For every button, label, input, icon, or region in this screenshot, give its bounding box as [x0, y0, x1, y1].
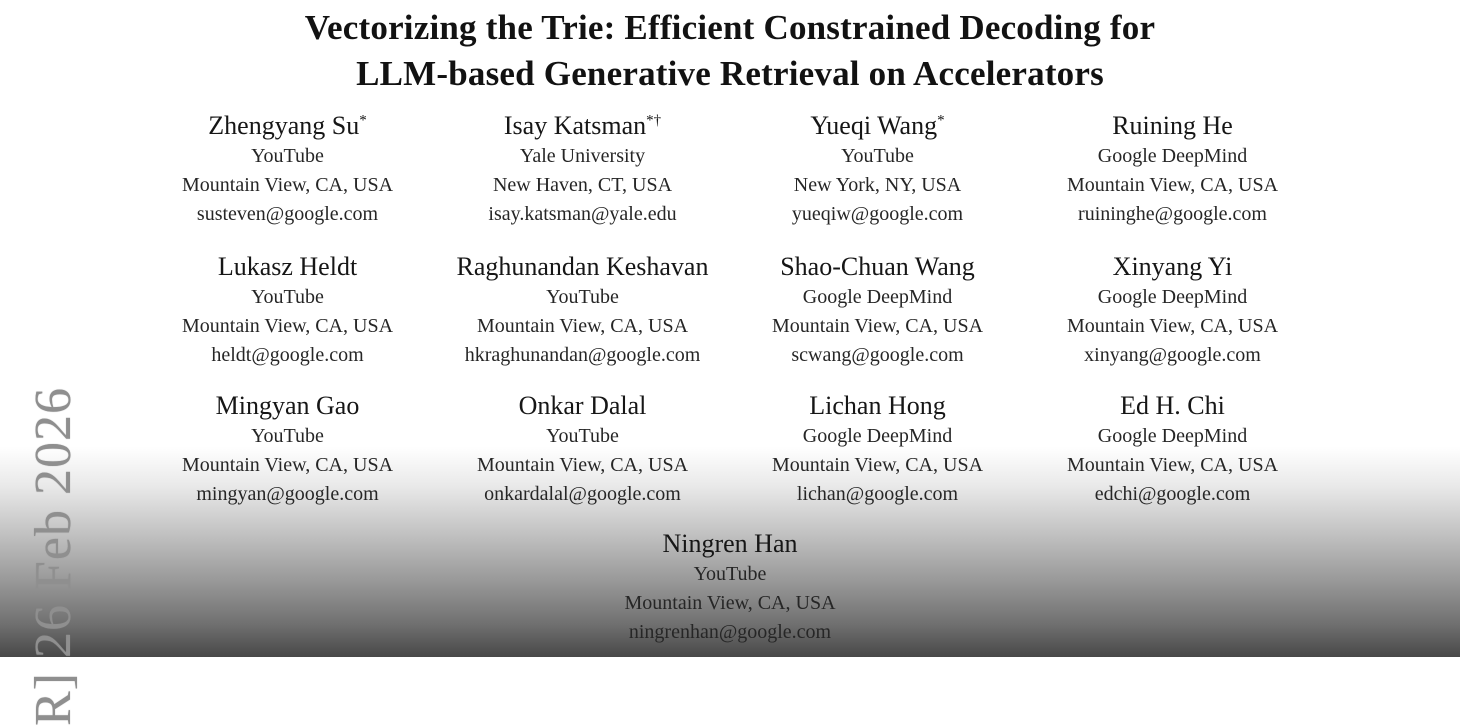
author-block [730, 389, 1025, 509]
author-email: onkardalal@google.com [484, 483, 681, 505]
author-name: Isay Katsman*† [503, 111, 662, 140]
author-location: Mountain View, CA, USA [624, 592, 836, 614]
author-block [435, 109, 730, 229]
page-title [0, 0, 1460, 97]
author-affiliation: YouTube [693, 563, 767, 585]
author-name: Raghunandan Keshavan [456, 252, 709, 281]
author-location: Mountain View, CA, USA [181, 315, 394, 337]
author-affiliation: YouTube [841, 145, 914, 167]
author-affiliation: Google DeepMind [1097, 286, 1248, 308]
author-location: Mountain View, CA, USA [771, 315, 984, 337]
author-name: Onkar Dalal [518, 391, 647, 420]
author-affiliation: YouTube [546, 286, 619, 308]
author-affiliation: Google DeepMind [802, 425, 953, 447]
author-email: ruininghe@google.com [1078, 203, 1267, 225]
author-location: Mountain View, CA, USA [1066, 174, 1279, 196]
author-email: scwang@google.com [791, 344, 964, 366]
author-name: Yueqi Wang* [810, 111, 945, 140]
author-block [1025, 389, 1320, 509]
author-name: Ruining He [1112, 111, 1233, 140]
author-name: Lichan Hong [809, 391, 946, 420]
authors-row-4 [140, 527, 1320, 647]
authors-row-2 [140, 250, 1320, 370]
author-affiliation: Google DeepMind [1097, 145, 1248, 167]
author-location: Mountain View, CA, USA [181, 454, 394, 476]
author-block [730, 250, 1025, 370]
author-email: susteven@google.com [196, 203, 379, 225]
author-name: Shao-Chuan Wang [780, 252, 975, 281]
author-location: Mountain View, CA, USA [476, 315, 689, 337]
author-email: hkraghunandan@google.com [464, 344, 701, 366]
page-title-line1: Vectorizing the Trie: Efficient Constrained Decoding for [304, 8, 1156, 47]
author-name: Xinyang Yi [1112, 252, 1233, 281]
author-affiliation: Google DeepMind [1097, 425, 1248, 447]
author-block [1025, 250, 1320, 370]
author-location: Mountain View, CA, USA [181, 174, 394, 196]
authors-row-1 [140, 109, 1320, 229]
author-block [140, 109, 435, 229]
author-affiliation: YouTube [251, 286, 324, 308]
author-name: Ed H. Chi [1120, 391, 1225, 420]
author-affiliation: YouTube [251, 145, 324, 167]
author-location: New Haven, CT, USA [492, 174, 673, 196]
author-name: Zhengyang Su* [208, 111, 367, 140]
author-email: yueqiw@google.com [791, 203, 964, 225]
author-affiliation: YouTube [251, 425, 324, 447]
author-marks: * [359, 112, 367, 129]
author-location: Mountain View, CA, USA [1066, 454, 1279, 476]
author-name: Ningren Han [662, 529, 798, 558]
author-location: New York, NY, USA [793, 174, 962, 196]
author-email: edchi@google.com [1094, 483, 1251, 505]
author-email: heldt@google.com [211, 344, 364, 366]
author-block [435, 389, 730, 509]
authors-row-3 [140, 389, 1320, 509]
author-email: isay.katsman@yale.edu [488, 203, 677, 225]
author-email: ningrenhan@google.com [628, 621, 832, 643]
author-marks: *† [646, 112, 662, 129]
author-block [140, 389, 435, 509]
author-affiliation: Yale University [519, 145, 646, 167]
author-affiliation: YouTube [546, 425, 619, 447]
authors-section [140, 109, 1320, 647]
author-block [730, 109, 1025, 229]
author-location: Mountain View, CA, USA [476, 454, 689, 476]
author-location: Mountain View, CA, USA [771, 454, 984, 476]
author-name: Mingyan Gao [215, 391, 360, 420]
author-affiliation: Google DeepMind [802, 286, 953, 308]
arxiv-watermark: R] 26 Feb 2026 [25, 387, 82, 726]
author-email: xinyang@google.com [1084, 344, 1261, 366]
author-block [583, 527, 878, 647]
author-block [1025, 109, 1320, 229]
page-title-line2: LLM-based Generative Retrieval on Accelerators [356, 54, 1104, 93]
author-block [435, 250, 730, 370]
author-email: mingyan@google.com [196, 483, 379, 505]
author-email: lichan@google.com [796, 483, 959, 505]
author-marks: * [937, 112, 945, 129]
author-block [140, 250, 435, 370]
author-name: Lukasz Heldt [217, 252, 358, 281]
author-location: Mountain View, CA, USA [1066, 315, 1279, 337]
